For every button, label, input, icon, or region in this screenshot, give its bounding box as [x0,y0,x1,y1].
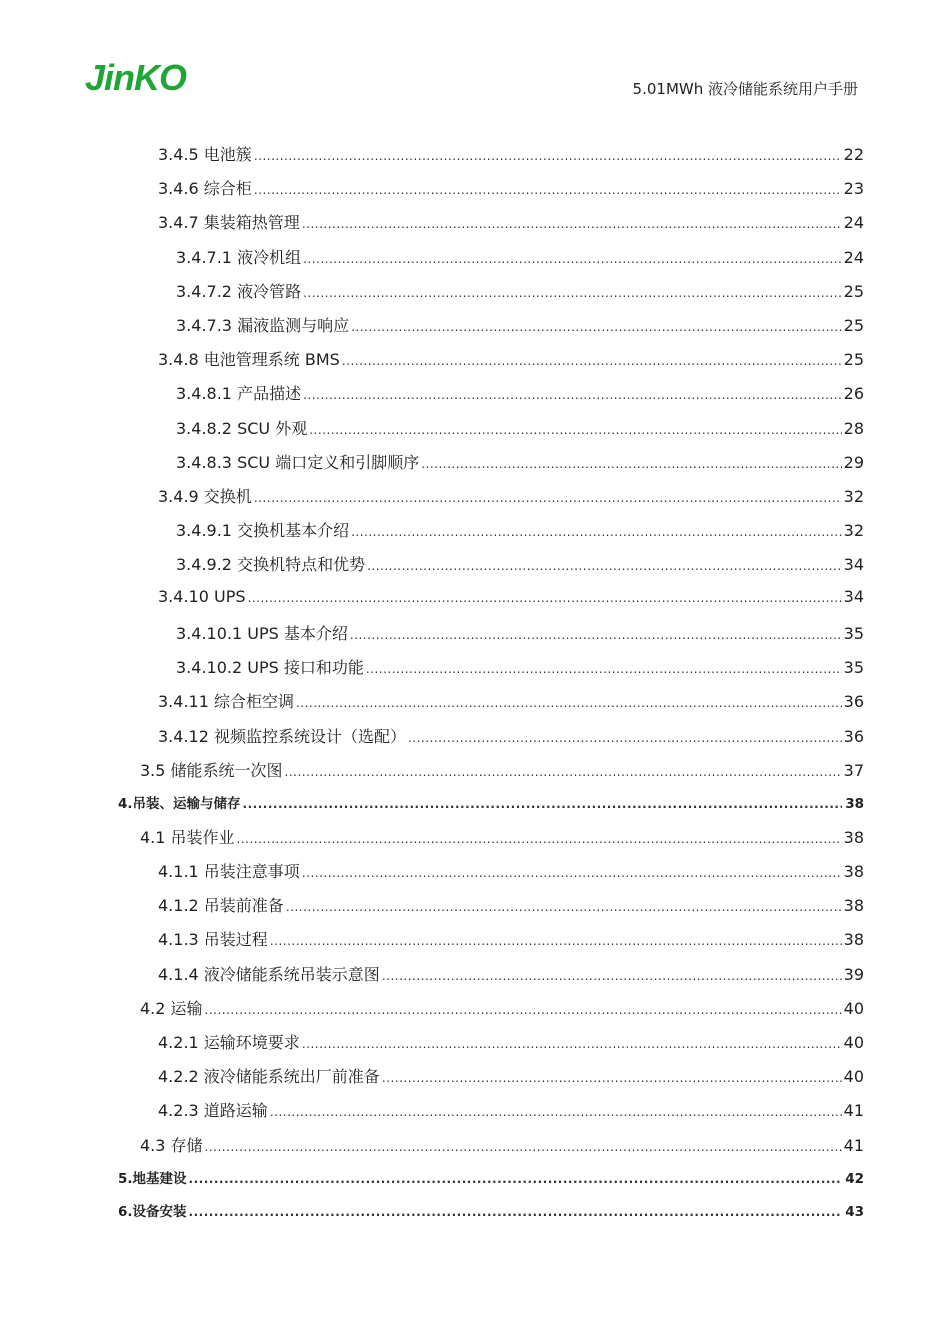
toc-entry-label: 3.5 储能系统一次图 [140,761,283,780]
toc-leader-dots [366,662,842,676]
toc-leader-dots [302,1037,842,1051]
toc-entry[interactable] [158,1098,864,1120]
toc-leader-dots [421,457,841,471]
toc-leader-dots [408,731,842,745]
toc-entry[interactable] [158,859,864,881]
toc-entry-label: 3.4.7.2 液冷管路 [176,282,302,301]
jinko-logo: JinKO [85,57,187,98]
toc-leader-dots [189,1205,842,1219]
toc-leader-dots [254,183,842,197]
toc-page-number: 38 [843,828,864,847]
toc-entry[interactable] [158,962,864,984]
toc-leader-dots [351,320,842,334]
toc-entry[interactable] [158,484,864,506]
toc-entry[interactable] [158,210,864,232]
toc-leader-dots [342,354,842,368]
toc-page-number: 29 [843,453,864,472]
toc-page-number: 25 [843,282,864,301]
toc-entry-label: 3.4.10.2 UPS 接口和功能 [176,658,364,677]
toc-entry-label: 4.1 吊装作业 [140,828,235,847]
toc-entry-label: 3.4.10 UPS [158,587,246,606]
toc-entry-label: 3.4.8.2 SCU 外观 [176,419,308,438]
toc-page-number: 32 [843,487,864,506]
toc-page-number: 41 [843,1136,864,1155]
toc-leader-dots [237,832,842,846]
toc-page-number: 26 [843,384,864,403]
toc-entry[interactable] [158,176,864,198]
toc-entry-label: 3.4.12 视频监控系统设计（选配） [158,727,406,746]
toc-leader-dots [248,591,842,605]
toc-leader-dots [302,217,842,231]
toc-entry-label: 4.1.2 吊装前准备 [158,896,284,915]
document-title: 5.01MWh 液冷储能系统用户手册 [632,80,858,98]
toc-entry-chapter[interactable] [118,1167,864,1189]
toc-leader-dots [286,900,842,914]
toc-page-number: 41 [843,1101,864,1120]
toc-entry-label: 3.4.7.1 液冷机组 [176,248,302,267]
toc-leader-dots [303,286,842,300]
toc-page-number: 42 [845,1171,864,1187]
toc-entry[interactable] [158,689,864,711]
toc-page-number: 40 [843,1067,864,1086]
toc-leader-dots [303,388,842,402]
toc-leader-dots [205,1140,842,1154]
toc-entry-label: 4.吊装、运输与储存 [118,796,241,812]
toc-entry-label: 3.4.11 综合柜空调 [158,692,294,711]
toc-page-number: 38 [845,796,864,812]
toc-leader-dots [285,765,842,779]
toc-page-number: 38 [843,930,864,949]
toc-entry-label: 3.4.6 综合柜 [158,179,252,198]
toc-entry[interactable] [140,758,864,780]
toc-leader-dots [254,149,842,163]
toc-page-number: 23 [843,179,864,198]
toc-page-number: 24 [843,248,864,267]
toc-page-number: 25 [843,316,864,335]
toc-entry[interactable] [176,621,864,643]
toc-entry[interactable] [176,381,864,403]
toc-entry[interactable] [158,724,864,746]
toc-page-number: 39 [843,965,864,984]
toc-entry[interactable] [176,279,864,301]
toc-entry[interactable] [140,996,864,1018]
toc-leader-dots [296,696,842,710]
toc-leader-dots [205,1003,842,1017]
toc-page-number: 34 [843,555,864,574]
toc-leader-dots [254,491,842,505]
toc-page-number: 34 [843,587,864,606]
toc-leader-dots [350,628,842,642]
toc-entry[interactable] [176,416,864,438]
toc-entry-label: 4.1.3 吊装过程 [158,930,268,949]
toc-page-number: 38 [843,862,864,881]
toc-entry[interactable] [158,1030,864,1052]
toc-entry-label: 4.2.1 运输环境要求 [158,1033,300,1052]
toc-entry-chapter[interactable] [118,792,864,814]
toc-entry[interactable] [158,893,864,915]
toc-entry-chapter[interactable] [118,1200,864,1222]
toc-entry-label: 4.2.3 道路运输 [158,1101,268,1120]
toc-entry-label: 3.4.10.1 UPS 基本介绍 [176,624,348,643]
toc-entry-label: 4.1.4 液冷储能系统吊装示意图 [158,965,380,984]
toc-page-number: 43 [845,1204,864,1220]
toc-leader-dots [382,969,842,983]
toc-page-number: 40 [843,1033,864,1052]
toc-entry[interactable] [176,552,864,574]
toc-entry[interactable] [158,347,864,369]
toc-entry[interactable] [158,1064,864,1086]
toc-entry[interactable] [176,450,864,472]
toc-page-number: 22 [843,145,864,164]
toc-entry-label: 3.4.8.1 产品描述 [176,384,302,403]
toc-entry-label: 3.4.5 电池簇 [158,145,252,164]
toc-entry-label: 3.4.9 交换机 [158,487,252,506]
toc-page-number: 24 [843,213,864,232]
toc-entry[interactable] [176,245,864,267]
toc-entry[interactable] [158,927,864,949]
toc-leader-dots [351,525,842,539]
toc-leader-dots [303,252,842,266]
toc-page-number: 28 [843,419,864,438]
toc-page-number: 35 [843,624,864,643]
toc-leader-dots [189,1172,842,1186]
toc-entry-label: 4.3 存储 [140,1136,203,1155]
toc-entry[interactable] [176,518,864,540]
toc-entry-label: 6.设备安装 [118,1204,187,1220]
toc-leader-dots [382,1071,842,1085]
toc-page-number: 40 [843,999,864,1018]
toc-entry[interactable] [176,655,864,677]
toc-entry[interactable] [140,1133,864,1155]
toc-entry[interactable] [176,313,864,335]
toc-entry-label: 4.1.1 吊装注意事项 [158,862,300,881]
toc-entry-label: 3.4.7.3 漏液监测与响应 [176,316,350,335]
toc-entry-label: 3.4.9.1 交换机基本介绍 [176,521,350,540]
toc-leader-dots [309,423,841,437]
toc-page-number: 37 [843,761,864,780]
toc-entry-label: 5.地基建设 [118,1171,187,1187]
toc-entry-label: 3.4.7 集装箱热管理 [158,213,300,232]
toc-leader-dots [302,866,842,880]
toc-entry-label: 3.4.9.2 交换机特点和优势 [176,555,366,574]
toc-entry-label: 3.4.8 电池管理系统 BMS [158,350,340,369]
toc-leader-dots [243,797,842,811]
toc-entry-label: 3.4.8.3 SCU 端口定义和引脚顺序 [176,453,420,472]
toc-entry[interactable] [158,587,864,609]
toc-page-number: 35 [843,658,864,677]
toc-leader-dots [367,559,842,573]
toc-entry-label: 4.2.2 液冷储能系统出厂前准备 [158,1067,380,1086]
toc-leader-dots [270,934,842,948]
toc-entry[interactable] [140,825,864,847]
toc-page-number: 36 [843,692,864,711]
toc-entry[interactable] [158,142,864,164]
toc-leader-dots [270,1105,842,1119]
toc-entry-label: 4.2 运输 [140,999,203,1018]
toc-page-number: 25 [843,350,864,369]
toc-page-number: 38 [843,896,864,915]
toc-page-number: 32 [843,521,864,540]
toc-page-number: 36 [843,727,864,746]
